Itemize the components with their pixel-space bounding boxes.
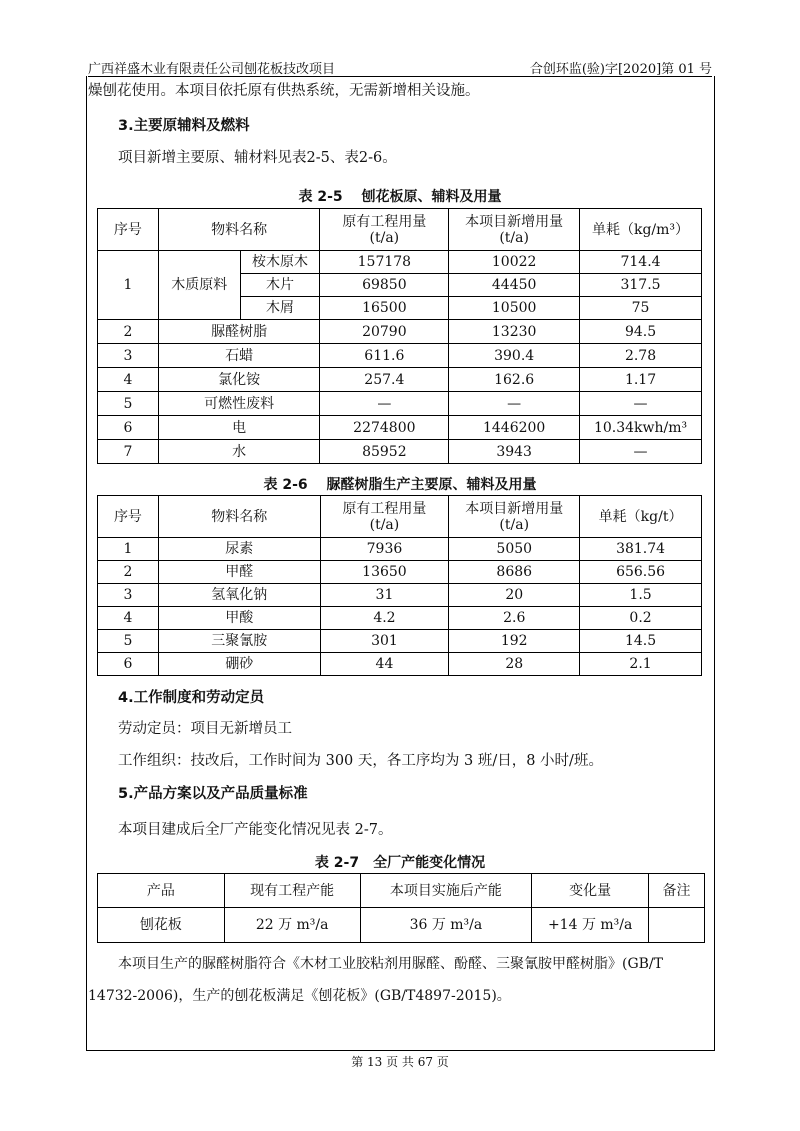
table-cell: 301 [320, 630, 449, 653]
header-cell: 原有工程用量 (t/a) [320, 496, 449, 538]
table-cell: 0.2 [580, 607, 702, 630]
standards-paragraph-line-2: 14732-2006)，生产的刨花板满足《刨花板》(GB/T4897-2015)。 [88, 988, 511, 1004]
standards-paragraph-line-1: 本项目生产的脲醛树脂符合《木材工业胶粘剂用脲醛、酚醛、三聚氰胺甲醛树脂》(GB/T [118, 956, 663, 972]
table-cell: 可燃性废料 [158, 392, 320, 416]
section-4-schedule: 工作组织：技改后，工作时间为 300 天，各工序均为 3 班/日，8 小时/班。 [118, 753, 603, 769]
table-cell: 木片 [240, 274, 320, 297]
table-cell: 氯化铵 [158, 368, 320, 392]
table-cell: 257.4 [320, 368, 449, 392]
section-4-title: 4.工作制度和劳动定员 [118, 690, 265, 706]
table-row [98, 607, 702, 630]
header-cell: 产品 [98, 874, 225, 908]
table-cell: 2 [98, 320, 159, 344]
table-row [98, 908, 705, 943]
table-cell: 3943 [449, 440, 580, 464]
table-cell: 13650 [320, 561, 449, 584]
table-cell: 20 [449, 584, 580, 607]
table-cell: 10.34kwh/m³ [580, 416, 702, 440]
section-3-text: 项目新增主要原、辅材料见表2-5、表2-6。 [118, 150, 397, 166]
table-2-5-caption: 表 2-5 刨花板原、辅料及用量 [298, 189, 502, 205]
header-cell: 本项目新增用量 (t/a) [449, 496, 580, 538]
table-cell: 桉木原木 [240, 251, 320, 274]
table-cell: 1.5 [580, 584, 702, 607]
paragraph-continuation: 燥刨花使用。本项目依托原有供热系统，无需新增相关设施。 [88, 83, 480, 99]
table-cell: 7 [98, 440, 159, 464]
table-cell: 尿素 [158, 538, 320, 561]
table-cell: 31 [320, 584, 449, 607]
table-cell: 714.4 [580, 251, 702, 274]
table-cell: 水 [158, 440, 320, 464]
table-cell: 36 万 m³/a [360, 908, 532, 943]
header-cell: 原有工程用量 (t/a) [320, 209, 449, 251]
table-cell: 611.6 [320, 344, 449, 368]
table-cell: 22 万 m³/a [224, 908, 360, 943]
table-2-6 [97, 495, 702, 676]
table-2-7 [97, 873, 705, 943]
header-cell: 单耗（kg/m³） [580, 209, 702, 251]
table-2-5 [97, 208, 702, 464]
table-cell: — [580, 440, 702, 464]
section-3-title: 3.主要原辅料及燃料 [118, 118, 250, 134]
table-cell: — [580, 392, 702, 416]
header-cell: 本项目实施后产能 [360, 874, 532, 908]
table-row [98, 440, 702, 464]
table-row [98, 320, 702, 344]
table-cell: 94.5 [580, 320, 702, 344]
table-cell: — [320, 392, 449, 416]
table-cell: 2274800 [320, 416, 449, 440]
table-cell: 2.1 [580, 653, 702, 676]
table-cell: 2 [98, 561, 159, 584]
header-cell: 序号 [98, 209, 159, 251]
header-cell: 现有工程产能 [224, 874, 360, 908]
table-cell: 20790 [320, 320, 449, 344]
table-cell: 4 [98, 368, 159, 392]
table-cell: 甲醛 [158, 561, 320, 584]
section-4-staffing: 劳动定员：项目无新增员工 [118, 721, 292, 737]
table-row [98, 584, 702, 607]
table-cell: — [449, 392, 580, 416]
header-document-number: 合创环监(验)字[2020]第 01 号 [529, 62, 712, 77]
table-cell: 5050 [449, 538, 580, 561]
table-cell: 10500 [449, 297, 580, 320]
table-header-row [98, 496, 702, 538]
table-row [98, 561, 702, 584]
table-cell: 69850 [320, 274, 449, 297]
table-cell: 85952 [320, 440, 449, 464]
header-cell: 物料名称 [158, 496, 320, 538]
table-cell: 157178 [320, 251, 449, 274]
table-cell: 656.56 [580, 561, 702, 584]
table-cell: 4 [98, 607, 159, 630]
table-cell: 381.74 [580, 538, 702, 561]
table-row [98, 251, 702, 274]
table-cell: 5 [98, 630, 159, 653]
table-cell: 刨花板 [98, 908, 225, 943]
table-cell: 6 [98, 653, 159, 676]
header-cell: 物料名称 [158, 209, 320, 251]
table-cell: 44 [320, 653, 449, 676]
table-cell: 电 [158, 416, 320, 440]
header-project-name: 广西祥盛木业有限责任公司刨花板技改项目 [88, 62, 336, 77]
page-number: 第 13 页 共 67 页 [351, 1055, 449, 1069]
table-header-row [98, 209, 702, 251]
table-cell: 氢氧化钠 [158, 584, 320, 607]
table-row [98, 538, 702, 561]
table-cell: 162.6 [449, 368, 580, 392]
table-2-7-caption: 表 2-7 全厂产能变化情况 [314, 855, 486, 871]
table-cell: 石蜡 [158, 344, 320, 368]
table-cell: 木屑 [240, 297, 320, 320]
table-cell: 28 [449, 653, 580, 676]
section-5-title: 5.产品方案以及产品质量标准 [118, 786, 308, 802]
header-cell: 变化量 [532, 874, 649, 908]
table-cell: 三聚氰胺 [158, 630, 320, 653]
header-cell: 本项目新增用量 (t/a) [449, 209, 580, 251]
table-cell: 8686 [449, 561, 580, 584]
table-row [98, 630, 702, 653]
header-cell: 备注 [649, 874, 705, 908]
table-cell: 192 [449, 630, 580, 653]
table-cell: 3 [98, 344, 159, 368]
table-cell: 3 [98, 584, 159, 607]
table-cell: 14.5 [580, 630, 702, 653]
table-cell: 1 [98, 251, 159, 320]
table-cell: 44450 [449, 274, 580, 297]
table-cell: 1.17 [580, 368, 702, 392]
table-cell [649, 908, 705, 943]
table-header-row [98, 874, 705, 908]
table-row [98, 416, 702, 440]
table-2-6-caption: 表 2-6 脲醛树脂生产主要原、辅料及用量 [263, 477, 537, 493]
table-cell: 甲酸 [158, 607, 320, 630]
table-cell: 75 [580, 297, 702, 320]
table-row [98, 368, 702, 392]
table-cell: 4.2 [320, 607, 449, 630]
table-cell: 6 [98, 416, 159, 440]
table-cell: 1446200 [449, 416, 580, 440]
table-cell: 2.78 [580, 344, 702, 368]
section-5-text: 本项目建成后全厂产能变化情况见表 2-7。 [118, 822, 393, 838]
table-row [98, 344, 702, 368]
table-cell: 1 [98, 538, 159, 561]
table-cell: +14 万 m³/a [532, 908, 649, 943]
table-cell: 硼砂 [158, 653, 320, 676]
table-cell: 317.5 [580, 274, 702, 297]
table-cell: 2.6 [449, 607, 580, 630]
table-cell: 5 [98, 392, 159, 416]
table-cell: 16500 [320, 297, 449, 320]
header-cell: 单耗（kg/t） [580, 496, 702, 538]
page-header [88, 56, 712, 77]
table-row [98, 392, 702, 416]
table-cell: 10022 [449, 251, 580, 274]
table-cell: 7936 [320, 538, 449, 561]
table-cell: 13230 [449, 320, 580, 344]
table-row [98, 653, 702, 676]
table-cell: 脲醛树脂 [158, 320, 320, 344]
header-cell: 序号 [98, 496, 159, 538]
table-cell: 木质原料 [158, 251, 240, 320]
table-cell: 390.4 [449, 344, 580, 368]
